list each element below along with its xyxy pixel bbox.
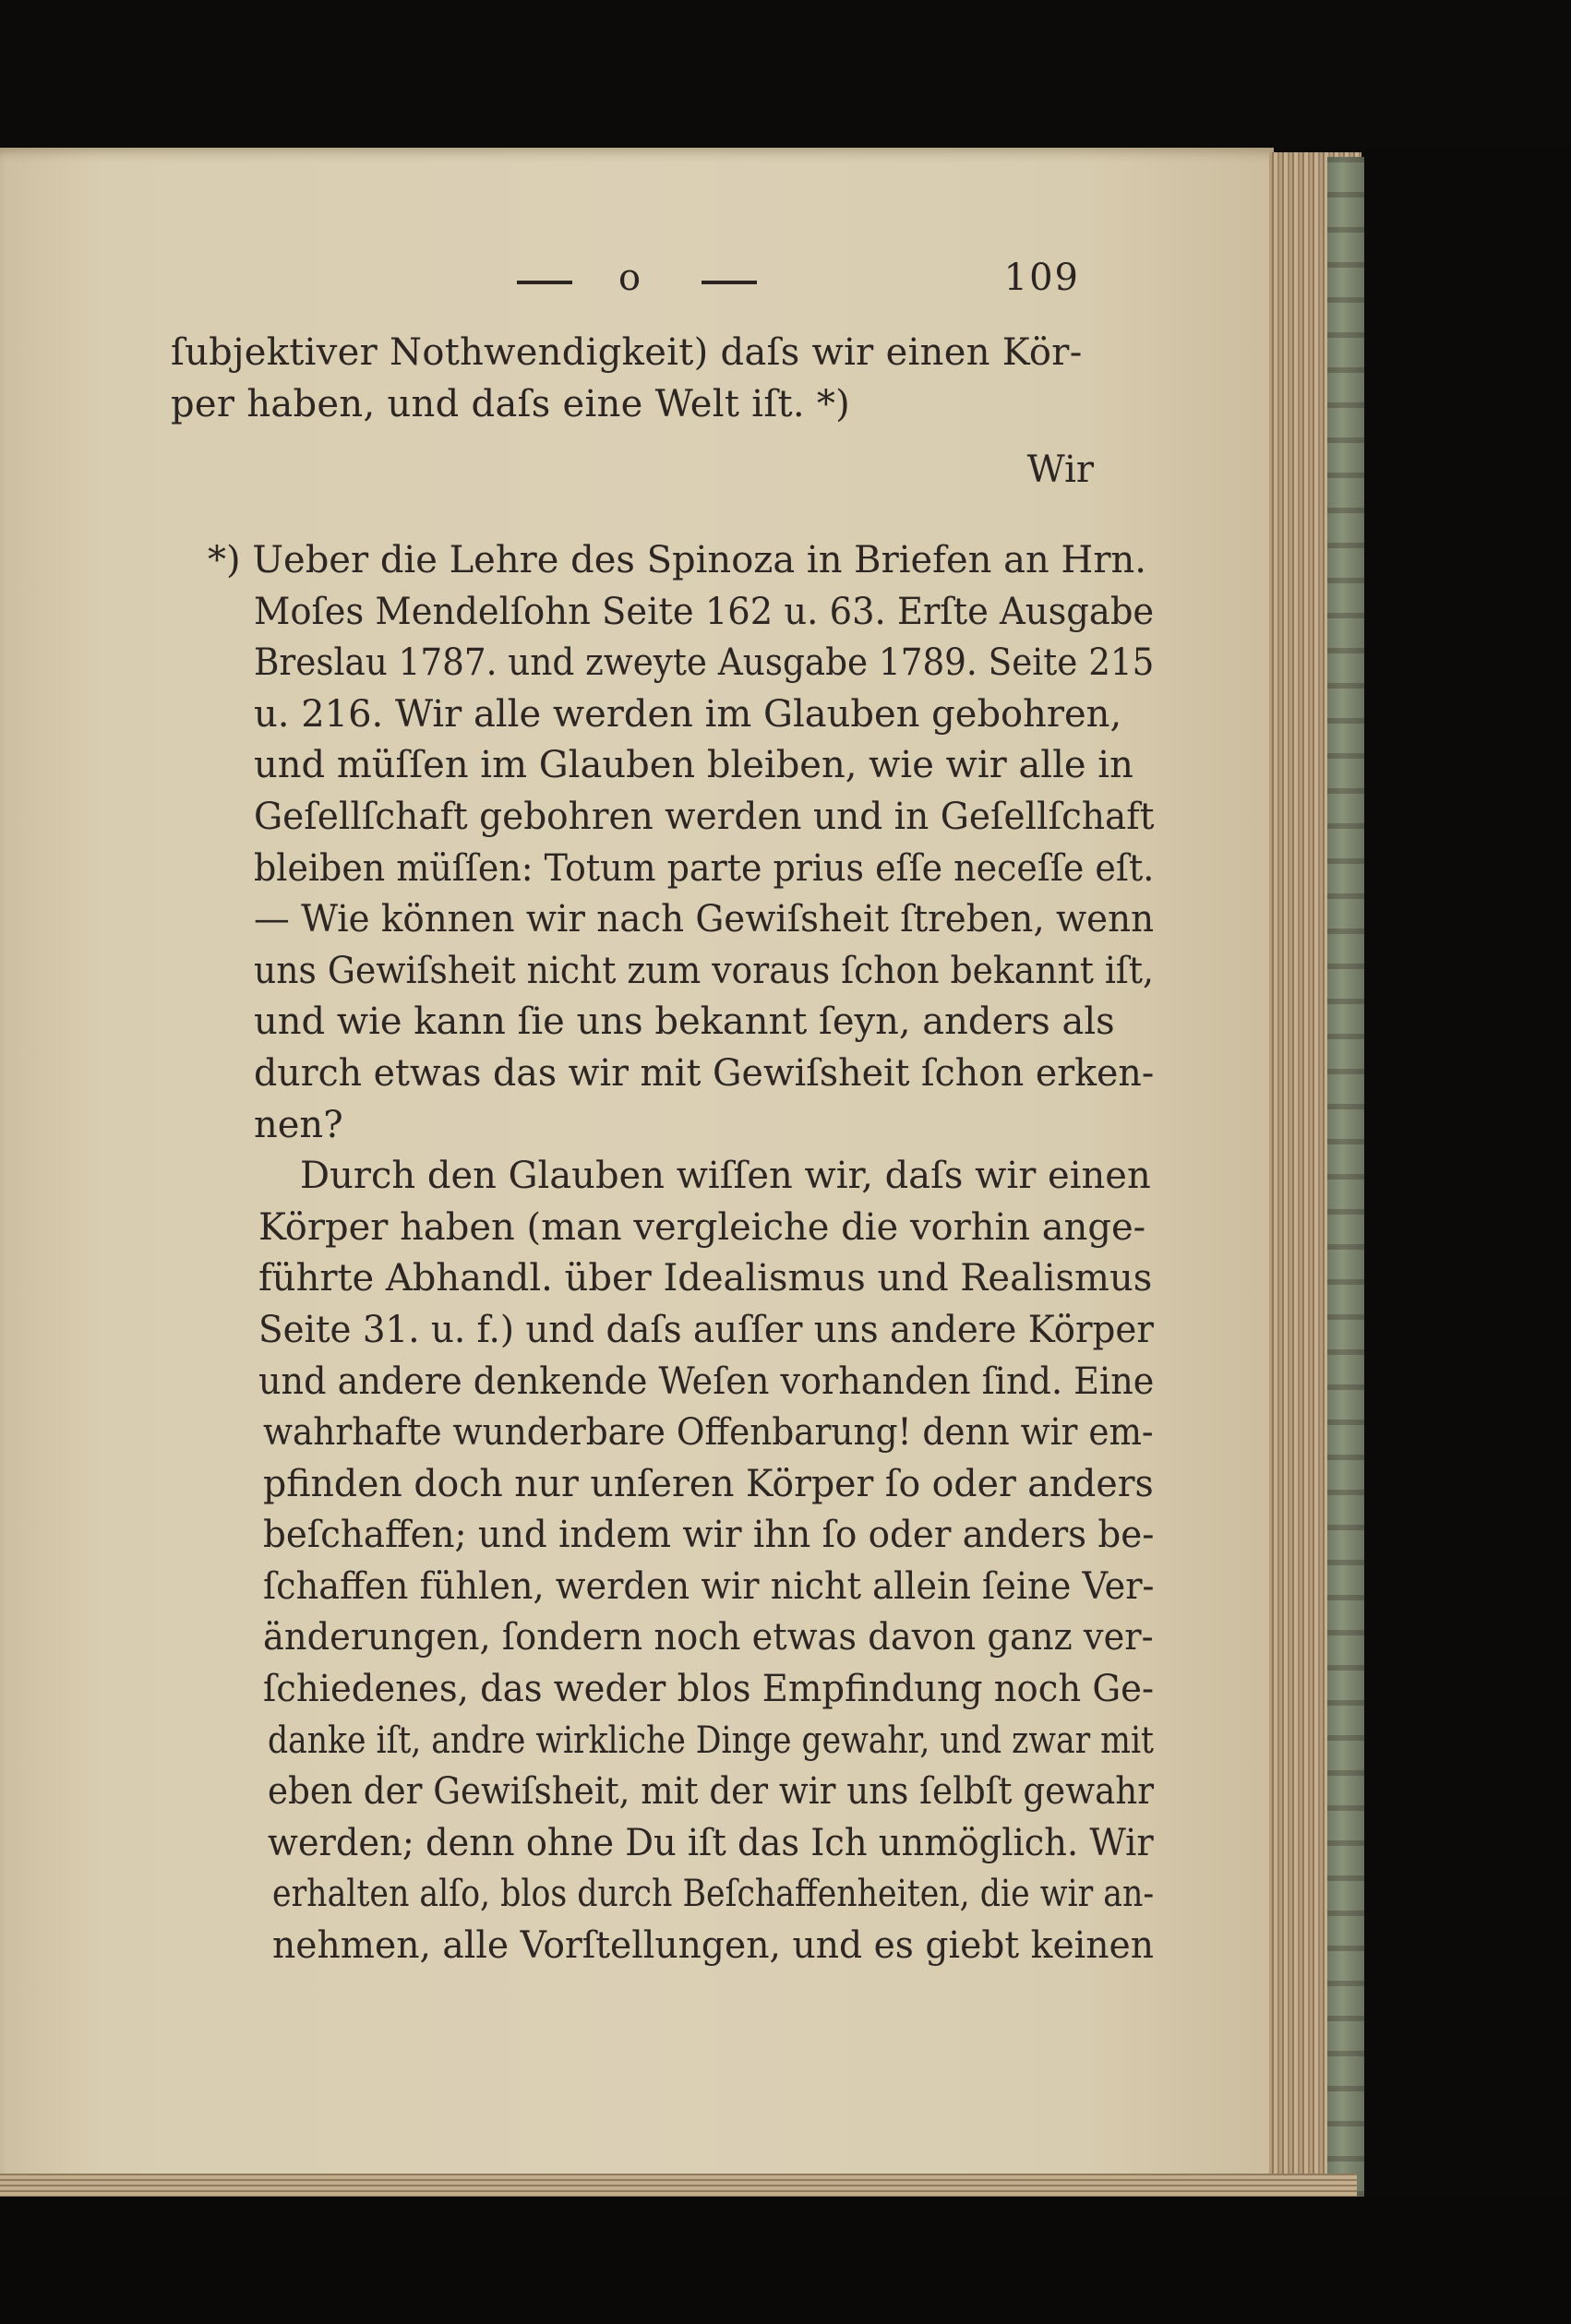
footnote-line: ſchiedenes, das weder blos Empfindung noch Ge- [263,1668,1154,1711]
footnote-line: eben der Gewiſsheit, mit der wir uns ſelbſt gewahr [268,1770,1155,1814]
footnote-line: erhalten alſo, blos durch Beſchaffenheiten, die wir an- [272,1873,1155,1916]
footnote-line: nen? [254,1103,343,1146]
page-number: 109 [1003,257,1080,299]
footnote-line: Breslau 1787. und zweyte Ausgabe 1789. Seite 215 [254,641,1155,685]
footnote-line: ſchaffen fühlen, werden wir nicht allein ſeine Ver- [263,1564,1155,1608]
main-line: per haben, und daſs eine Welt iſt. *) [171,383,851,425]
footnote-line: beſchaffen; und indem wir ihn ſo oder anders be- [263,1514,1155,1557]
footnote-line: werden; denn ohne Du iſt das Ich unmöglich. Wir [268,1821,1154,1864]
footnote-line: durch etwas das wir mit Gewiſsheit ſchon erken- [254,1051,1155,1095]
signature-mark: o [618,257,642,299]
footnote-line: führte Abhandl. über Idealismus und Realismus [258,1257,1153,1300]
footnote-line: nehmen, alle Vorſtellungen, und es giebt keinen [272,1924,1154,1968]
running-header [498,257,1089,312]
footnote-line: änderungen, ſondern noch etwas davon ganz ver- [263,1616,1154,1659]
footnote-line: *) Ueber die Lehre des Spinoza in Briefen an Hrn. [208,539,1146,581]
main-text [171,327,1083,430]
header-rule-right [702,281,757,284]
footnote-line: u. 216. Wir alle werden im Glauben gebohren, [254,692,1122,736]
footnote-line: Durch den Glauben wiſſen wir, daſs wir einen [300,1155,1151,1198]
footnote-line: bleiben müſſen: Totum parte prius eſſe neceſſe eſt. [254,846,1155,890]
footnote-line: und müſſen im Glauben bleiben, wie wir alle in [254,744,1133,787]
footnote-line: Moſes Mendelſohn Seite 162 u. 63. Erſte Ausgabe [254,590,1155,633]
footnote-line: Seite 31. u. f.) und daſs auſſer uns andere Körper [258,1308,1154,1351]
footnote-line: wahrhafte wunderbare Offenbarung! denn wir em- [263,1411,1154,1455]
footnote-line: Körper haben (man vergleiche die vorhin ange- [258,1205,1146,1249]
footnote-line: und andere denkende Weſen vorhanden ſind. Eine [258,1360,1155,1403]
background-bottom [0,2197,1571,2324]
footnote-line: und wie kann ſie uns bekannt ſeyn, anders als [254,1000,1115,1044]
footnote [208,535,1292,1972]
footnote-line: uns Gewiſsheit nicht zum voraus ſchon bekannt iſt, [254,949,1154,992]
cover-texture [1327,157,1364,2197]
catchword: Wir [1026,449,1094,491]
footnote-line: — Wie können wir nach Gewiſsheit ſtreben, wenn [254,898,1155,941]
footnote-line: pfinden doch nur unſeren Körper ſo oder anders [263,1462,1154,1505]
header-rule-left [517,281,572,284]
footnote-line: Geſellſchaft gebohren werden und in Geſellſchaft [254,795,1155,838]
main-line: ſubjektiver Nothwendigkeit) daſs wir einen Kör- [171,331,1083,374]
footnote-line: danke iſt, andre wirkliche Dinge gewahr, und zwar mit [268,1719,1154,1762]
background-top [0,0,1571,148]
